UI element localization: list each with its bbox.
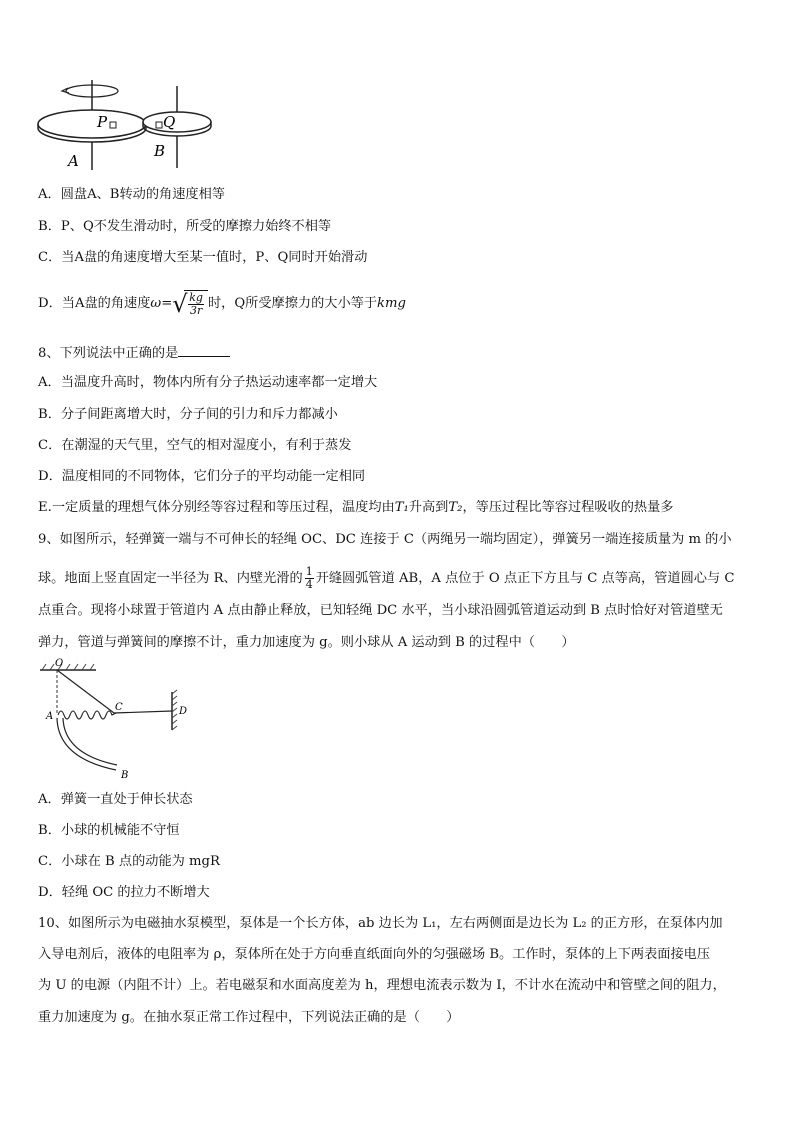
q9-option-b: B．小球的机械能不守恒 (38, 823, 180, 838)
q8-option-c: C．在潮湿的天气里，空气的相对湿度小，有利于蒸发 (38, 438, 352, 453)
q10-stem-line1: 10、如图所示为电磁抽水泵模型，泵体是一个长方体，ab 边长为 L₁，左右两侧面是边长为 L₂ 的正方形，在泵体内加 (38, 916, 723, 931)
q8-option-e: E.一定质量的理想气体分别经等容过程和等压过程，温度均由T₁升高到T₂，等压过程比等容过程吸收的热量多 (38, 500, 674, 515)
disc-figure (34, 80, 224, 172)
label-Q: Q (163, 113, 176, 131)
spring-figure (38, 658, 198, 782)
q7-option-a: A．圆盘A、B转动的角速度相等 (38, 187, 225, 202)
answer-blank (178, 344, 230, 357)
label-A: A (68, 152, 79, 170)
q9-option-d: D．轻绳 OC 的拉力不断增大 (38, 885, 210, 900)
q9-stem-line4: 弹力，管道与弹簧间的摩擦不计，重力加速度为 g。则小球从 A 运动到 B 的过程中（ ） (38, 635, 575, 650)
q8-option-b: B．分子间距离增大时，分子间的引力和斥力都减小 (38, 407, 338, 422)
q9-stem-line2: 球。地面上竖直固定一半径为 R、内壁光滑的 $\frac{1}{4}$ 开缝圆弧管道 AB，A 点位于 O 点正下方且与 C 点等高，管道圆心与 C (38, 565, 735, 591)
label-B: B (121, 770, 129, 781)
q9-option-c: C．小球在 B 点的动能为 mgR (38, 854, 220, 869)
q7-option-b: B．P、Q不发生滑动时，所受的摩擦力始终不相等 (38, 219, 332, 234)
q9-option-a: A．弹簧一直处于伸长状态 (38, 792, 193, 807)
q9-stem-line3: 点重合。现将小球置于管道内 A 点由静止释放，已知轻绳 DC 水平，当小球沿圆弧管道运动到 B 点时恰好对管道壁无 (38, 603, 723, 618)
q8-option-d: D．温度相同的不同物体，它们分子的平均动能一定相同 (38, 469, 366, 484)
q9-stem-line1: 9、如图所示，轻弹簧一端与不可伸长的轻绳 OC、DC 连接于 C（两绳另一端均固定），弹簧另一端连接质量为 m 的小 (38, 532, 732, 547)
q8-stem: 8、下列说法中正确的是 (38, 344, 230, 363)
q8-option-a: A．当温度升高时，物体内所有分子热运动速率都一定增大 (38, 375, 378, 390)
label-D: D (179, 706, 188, 717)
label-B: B (154, 142, 166, 160)
label-C: C (115, 702, 123, 713)
label-O: O (55, 658, 64, 669)
label-A: A (46, 711, 54, 722)
q10-stem-line4: 重力加速度为 g。在抽水泵正常工作过程中，下列说法正确的是（ ） (38, 1010, 460, 1025)
label-P: P (97, 113, 108, 131)
q10-stem-line3: 为 U 的电源（内阻不计）上。若电磁泵和水面高度差为 h，理想电流表示数为 I，不计水在流动中和管壁之间的阻力， (38, 978, 726, 993)
q10-stem-line2: 入导电剂后，液体的电阻率为 ρ，泵体所在处于方向垂直纸面向外的匀强磁场 B。工作时，泵体的上下两表面接电压 (38, 947, 711, 962)
q7-option-d: D．当A盘的角速度ω= √ $\frac{kg}{3r}$ 时，Q所受摩擦力的大小等于kmg (38, 290, 406, 318)
q7-option-c: C．当A盘的角速度增大至某一值时，P、Q同时开始滑动 (38, 250, 368, 265)
